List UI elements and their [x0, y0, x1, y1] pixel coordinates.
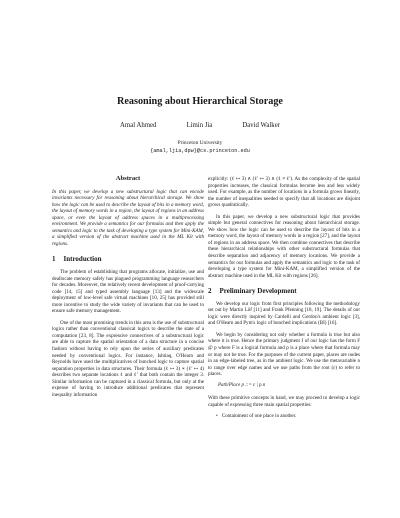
body-paragraph: The problem of establishing that programs allocate, initialize, use and deallocate memory safely has plagued programming language researchers for decades. Moreover, the relatively recent development of proof-carrying code [14, 15] and typed assembly language [13] and the widescale deployment of low-level safe virtual machines [10, 25] has provided still more incentive to study the wide variety of invariants that can be used to ensure safe memory management. — [52, 269, 204, 315]
author-emails: {amal,ljia,dpw}@cs.princeton.edu — [150, 148, 250, 154]
paper-title: Reasoning about Hierarchical Storage — [117, 96, 283, 107]
bullet-item: • Containment of one place in another. — [216, 413, 360, 420]
section-number: 2 — [208, 287, 212, 296]
body-paragraph: In this paper, we develop a new substructural logic that provides simple but general connectives for reasoning about hierarchical storage. We show how the logic can be used to describe the layout of bits in a memory word, the layout of memory words in a region [27], and the layout of regions in an address space. We then combine connectives that describe these hierarchical relationships with other substructural formulas that describe separation and adjacency of memory locations. We provide a semantics for our formulas and apply the semantics and logic to the task of developing a type system for Mini-KAM, a simplified version of the abstract machine used in the ML Kit with regions [26]. — [208, 213, 360, 279]
section-title: Preliminary Development — [219, 287, 297, 296]
author-name: Amal Ahmed — [120, 122, 157, 129]
body-paragraph: With these primitive concepts in hand, we may proceed to develop a logic capable of expressing three main spatial properties: — [208, 395, 360, 408]
body-paragraph: One of the most promising trends in this area is the use of substructural logics rather than conventional classical logics to describe the state of a computation [23, 8]. The expressive connectives of a substructural logic are able to capture the spatial orientation of a data structure in a concise fashion without having to rely upon the series of auxiliary predicates needed by conventional logics. For instance, Ishtiaq, O'Hearn and Reynolds have used the multiplicatives of bunched logic to capture spatial separation properties in data structures. Their formula (ℓ ↦ 3) ∗ (ℓ′ ↦ 4) describes two separate locations ℓ and ℓ′ that both contain the integer 3. Similar information can be captured in a classical formula, but only at the expense of having to introduce additional predicates that represent inequality information — [52, 319, 204, 398]
section-heading-introduction — [52, 256, 204, 263]
abstract-heading: Abstract — [115, 175, 141, 182]
body-paragraph: explicitly: (ℓ ↦ 3) ∧ (ℓ′ ↦ 3) ∧ (ℓ ≠ ℓ′). As the complexity of the spatial properties increases, the classical formulas become less and less widely used. For example, as the number of locations in a formula grows linearly, the number of inequalities needed to specify that all locations are disjoint grows quadratically. — [208, 176, 360, 209]
left-column — [52, 176, 204, 403]
section-number: 1 — [52, 255, 56, 264]
abstract-text: In this paper, we develop a new substructural logic that can encode invariants necessary for reasoning about hierarchical storage. We show how the logic can be used to describe the layout of bits in a memory word, the layout of memory words in a region, the layout of regions in an address space, or even the layout of address spaces in a multiprocessing environment. We provide a semantics for our formulas and then apply the semantics and logic to the task of developing a type system for Mini-KAM, a simplified version of the abstract machine used in the ML Kit with regions. — [52, 188, 204, 247]
body-paragraph: We begin by considering not only whether a formula is true but also where it is true. Hence the primary judgment J of our logic has the form F @ p where F is a logical formula and p is a place where that formula may or may not be true. For the purposes of the current paper, places are nodes in an edge-labeled tree, as in the ambient logic. We use the metavariable n to range over edge names and we use paths from the root (ε) to refer to places. — [208, 331, 360, 378]
author-name: David Walker — [242, 122, 280, 129]
grammar-formula: Path/Place p ::= ε | p.n — [218, 382, 266, 388]
section-heading-preliminary — [208, 288, 360, 295]
section-title: Introduction — [63, 255, 102, 264]
affiliation: Princeton University — [177, 140, 223, 146]
author-name: Limin Jia — [186, 122, 213, 129]
right-column — [208, 176, 360, 420]
body-paragraph: We develop our logic from first principles following the methodology set out by Martin Löf [11] and Frank Pfenning [18, 19]. The details of our logic were directly inspired by Cardelli and Gordon's ambient logic [3], and O'Hearn and Pym's logic of bunched implications (BI) [16]. — [208, 300, 360, 327]
author-list — [0, 122, 400, 129]
